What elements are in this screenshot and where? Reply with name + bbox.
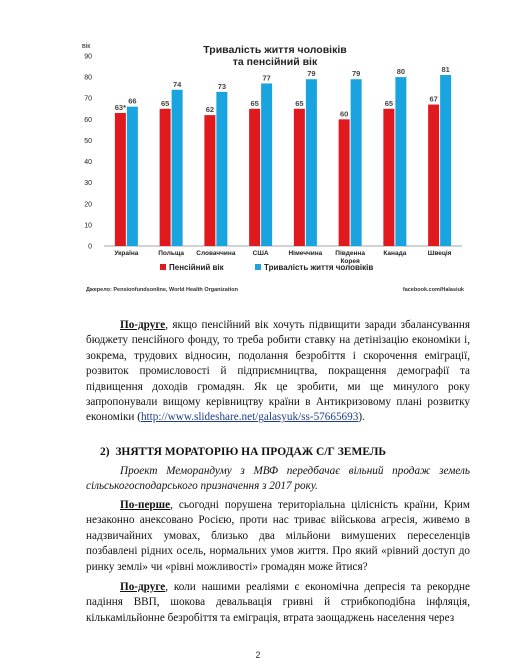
x-tick-label: Південна <box>335 250 365 257</box>
bar-life-expectancy <box>351 79 362 246</box>
bar-pension-age <box>294 109 305 246</box>
data-label: 79 <box>351 69 361 79</box>
bar-pension-age <box>249 109 260 246</box>
bar-pension-age <box>160 109 171 246</box>
data-label: 67 <box>429 94 438 104</box>
data-label: 63* <box>114 103 127 112</box>
paragraph-3-text: , коли нашими реаліями є економічна депресія та рекордне падіння ВВП, шокова девальвація гривні й стрибкоподібна інфляція, кількамільйонне безробіття та еміграція, втрата заощаджень населення через <box>86 581 470 624</box>
x-tick-label: Корея <box>340 258 360 265</box>
slideshare-link[interactable]: http://www.slideshare.net/galasyuk/ss-57665693 <box>140 411 359 424</box>
x-tick-label: Німеччина <box>288 250 323 257</box>
data-label: 77 <box>262 73 271 83</box>
data-label: 79 <box>307 69 316 79</box>
paragraph-2-text: , сьогодні порушена територіальна цілісність країни, Крим незаконно анексовано Росією, проти нас триває військова агресія, живемо в надзвичайних умовах, близько два мільйони вимушених переселенців позбавлені рідних осель, нормальних умов життя. Про який «рівний доступ до ринку землі» чи «рівні можливості» громадян може йтися? <box>86 499 470 573</box>
section-heading <box>100 446 386 458</box>
x-tick-label: США <box>252 250 269 257</box>
y-tick-label: 90 <box>84 53 92 61</box>
bar-pension-age <box>428 105 439 246</box>
paragraph-1 <box>86 318 470 426</box>
bar-life-expectancy <box>261 83 272 246</box>
legend-swatch <box>255 264 261 270</box>
chart-container <box>80 36 470 298</box>
y-tick-label: 30 <box>84 180 92 188</box>
x-tick-label: Україна <box>114 250 139 257</box>
data-label: 65 <box>384 98 394 108</box>
bar-pension-age <box>339 119 350 246</box>
data-label: 66 <box>128 96 137 106</box>
credit-note: facebook.com/Halasiuk <box>402 287 464 293</box>
x-tick-label: Польща <box>158 250 185 257</box>
data-label: 65 <box>295 98 304 108</box>
legend-label: Пенсійний вік <box>169 263 224 272</box>
y-tick-label: 20 <box>84 201 92 209</box>
y-tick-label: 60 <box>84 116 92 124</box>
intro-italic: Проект Меморандуму з МВФ передбачає вільний продаж земель сільськогосподарського призначення з 2017 року. <box>86 465 470 493</box>
bar-life-expectancy <box>127 107 138 246</box>
paragraph-2-lead: По-перше <box>120 499 171 511</box>
paragraph-2 <box>86 498 470 575</box>
y-tick-label: 70 <box>84 95 92 103</box>
paragraph-1-lead: По-друге <box>120 319 166 331</box>
bar-life-expectancy <box>395 77 406 246</box>
paragraph-3 <box>86 580 470 626</box>
data-label: 65 <box>250 98 259 108</box>
y-tick-label: 50 <box>84 137 92 145</box>
paragraph-1-tail: ). <box>358 411 365 424</box>
bar-chart <box>80 36 470 298</box>
chart-title-line1: Тривалість життя чоловіків <box>203 44 347 56</box>
y-tick-label: 40 <box>84 159 92 167</box>
paragraph-1-text: , якщо пенсійний вік хочуть підвищити заради збалансування бюджету пенсійного фонду, то треба робити ставку на детінізацію економіки і, зокрема, трудових відносин, подолання безробіття і скорочення еміграції, розвиток промисловості й підприємництва, покращення демографії та підвищення доходів громадян. Як це зробити, ми ще минулого року запропонували вищому керівництву країни в Антикризовому плані розвитку економіки ( <box>86 319 470 424</box>
legend-swatch <box>160 264 166 270</box>
data-label: 62 <box>205 105 215 115</box>
bar-life-expectancy <box>216 92 227 246</box>
intro-paragraph <box>86 464 470 495</box>
x-tick-label: Канада <box>383 250 407 257</box>
data-label: 80 <box>396 67 406 77</box>
data-label: 65 <box>160 98 170 108</box>
section-number: 2) <box>100 446 110 458</box>
legend-label: Тривалість життя чоловіків <box>264 263 374 272</box>
paragraph-3-lead: По-друге <box>120 581 166 593</box>
bar-pension-age <box>204 115 215 246</box>
x-tick-label: Швеція <box>427 250 452 257</box>
source-note: Джерело: Pensionfundsonline, World Health Organization <box>86 287 238 293</box>
y-tick-label: 0 <box>88 243 92 251</box>
y-axis-label: вік <box>82 43 91 50</box>
page-number: 2 <box>255 650 261 660</box>
data-label: 60 <box>339 109 349 119</box>
y-tick-label: 10 <box>84 222 92 230</box>
section-title: ЗНЯТТЯ МОРАТОРІЮ НА ПРОДАЖ С/Г ЗЕМЕЛЬ <box>115 446 387 458</box>
data-label: 81 <box>441 65 450 74</box>
bar-pension-age <box>115 113 126 246</box>
bar-life-expectancy <box>172 90 183 246</box>
bar-pension-age <box>383 109 394 246</box>
bar-life-expectancy <box>440 75 451 246</box>
data-label: 74 <box>172 79 182 89</box>
x-tick-label: Словаччина <box>196 250 236 257</box>
bar-life-expectancy <box>306 79 317 246</box>
chart-title-line2: та пенсійний вік <box>232 56 318 68</box>
y-tick-label: 80 <box>84 74 92 82</box>
data-label: 73 <box>217 81 227 91</box>
